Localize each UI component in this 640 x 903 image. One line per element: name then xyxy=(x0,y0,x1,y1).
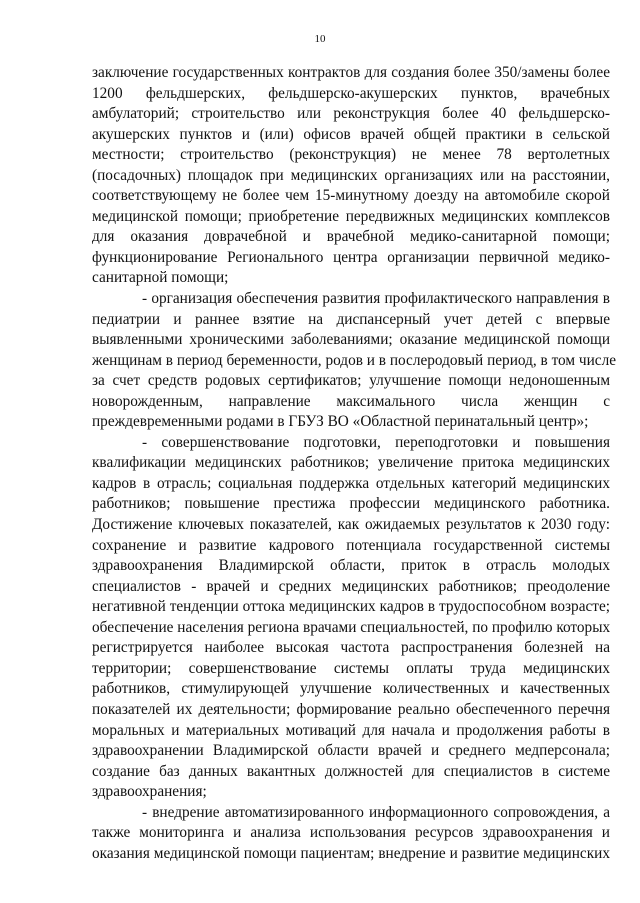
text-line: здравоохранении Владимирской области врачей и среднего медперсонала; xyxy=(92,742,610,760)
text-line: Достижение ключевых показателей, как ожидаемых результатов к 2030 году: xyxy=(92,516,610,534)
text-line: территории; совершенствование системы оплаты труда медицинских xyxy=(92,659,610,677)
text-line: новорожденным, направление максимального числа женщин с xyxy=(92,392,610,410)
text-line: сохранение и развитие кадрового потенциала государственной системы xyxy=(92,536,610,554)
text-line: женщинам в период беременности, родов и в послеродовый период, в том числе xyxy=(92,351,616,369)
text-line: квалификации медицинских работников; увеличение притока медицинских xyxy=(92,454,610,472)
text-line: работников, стимулирующей улучшение количественных и качественных xyxy=(92,680,610,698)
text-line: здравоохранения; xyxy=(92,783,207,801)
text-line: показателей их деятельности; формирование реально обеспеченного перечня xyxy=(92,700,610,718)
text-line: работников; повышение престижа профессии медицинского работника. xyxy=(92,495,610,513)
text-line: обеспечение населения региона врачами специальностей, по профилю которых xyxy=(92,618,611,636)
text-line: (посадочных) площадок при медицинских организациях или на расстоянии, xyxy=(92,166,610,184)
paragraph xyxy=(92,803,610,865)
text-line: - организация обеспечения развития профилактического направления в xyxy=(142,290,610,308)
text-line: выявленными хроническими заболеваниями; оказание медицинской помощи xyxy=(92,331,610,349)
text-line: - внедрение автоматизированного информационного сопровождения, а xyxy=(142,803,610,821)
text-line: - совершенствование подготовки, переподготовки и повышения xyxy=(142,433,610,451)
text-line: кадров в отрасль; социальная поддержка отдельных категорий медицинских xyxy=(92,474,610,492)
page-number: 10 xyxy=(314,33,326,45)
text-line: регистрируется наиболее высокая частота распространения болезней на xyxy=(92,639,610,657)
text-line: для оказания доврачебной и врачебной медико-санитарной помощи; xyxy=(92,228,610,246)
text-line: заключение государственных контрактов для создания более 350/замены более xyxy=(92,64,610,81)
text-line: местности; строительство (реконструкция) не менее 78 вертолетных xyxy=(92,146,610,164)
text-line: функционирование Регионального центра организации первичной медико- xyxy=(92,248,610,266)
text-line: специалистов - врачей и средних медицинских работников; преодоление xyxy=(92,577,610,595)
paragraph xyxy=(92,433,610,803)
document-body xyxy=(92,63,616,864)
paragraph xyxy=(92,289,616,433)
text-line: 1200 фельдшерских, фельдшерско-акушерских пунктов, врачебных xyxy=(92,84,610,102)
paragraph xyxy=(92,63,610,289)
text-line: санитарной помощи; xyxy=(92,269,229,287)
text-line: оказания медицинской помощи пациентам; внедрение и развитие медицинских xyxy=(92,844,610,862)
text-line: моральных и материальных мотиваций для начала и продолжения работы в xyxy=(92,721,610,739)
text-line: создание баз данных вакантных должностей для специалистов в системе xyxy=(92,762,610,780)
text-line: здравоохранения Владимирской области, приток в отрасль молодых xyxy=(92,557,610,575)
text-line: преждевременными родами в ГБУЗ ВО «Областной перинатальный центр»; xyxy=(92,413,589,431)
text-line: амбулаторий; строительство или реконструкция более 40 фельдшерско- xyxy=(92,105,610,123)
text-line: медицинской помощи; приобретение передвижных медицинских комплексов xyxy=(92,207,610,225)
text-line: за счет средств родовых сертификатов; улучшение помощи недоношенным xyxy=(92,372,610,390)
text-line: педиатрии и раннее взятие на диспансерный учет детей с впервые xyxy=(92,310,610,328)
text-line: акушерских пунктов и (или) офисов врачей общей практики в сельской xyxy=(92,125,610,143)
text-line: негативной тенденции оттока медицинских кадров в трудоспособном возрасте; xyxy=(92,598,610,616)
text-line: также мониторинга и анализа использования ресурсов здравоохранения и xyxy=(92,824,610,842)
text-line: соответствующему не более чем 15-минутному доезду на автомобиле скорой xyxy=(92,187,610,205)
